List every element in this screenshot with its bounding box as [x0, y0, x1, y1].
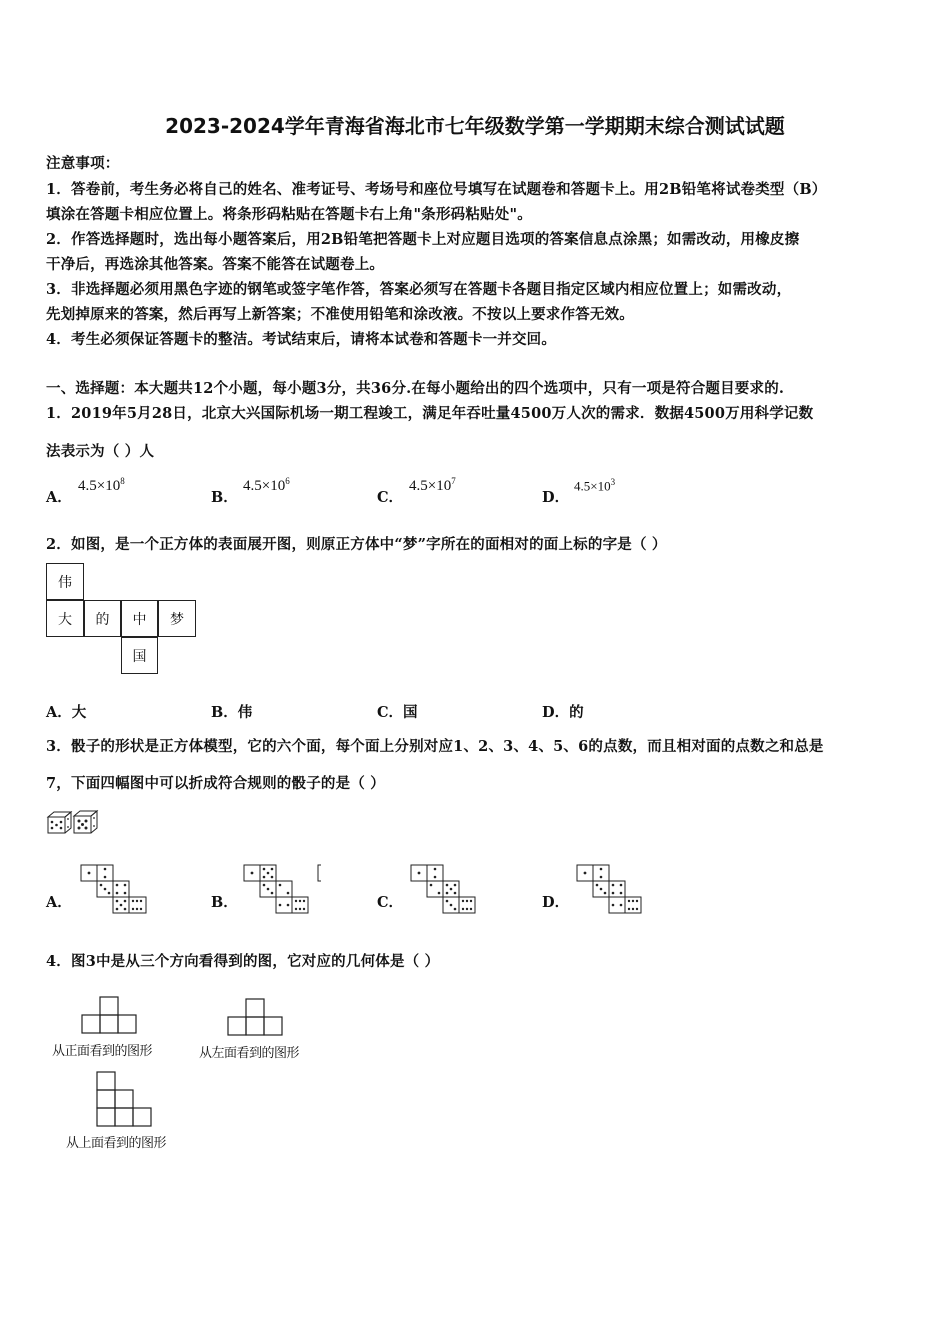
q1-option-a-value: $4.5\times 10^8$ — [78, 476, 125, 494]
q3-option-b-label: B． — [211, 894, 238, 911]
dice-net-a — [80, 864, 150, 916]
q3-text-cont: 7，下面四幅图中可以折成符合规则的骰子的是（ ） — [46, 775, 385, 792]
q2-option-c: C．国 — [377, 704, 418, 721]
q3-option-d-label: D． — [542, 894, 570, 911]
q3-option-c-label: C． — [377, 894, 404, 911]
left-view-caption: 从左面看到的图形 — [199, 1046, 300, 1061]
q1-text-cont: 法表示为（ ）人 — [46, 443, 155, 460]
net-face-guo: 国 — [121, 637, 158, 674]
q2-option-b: B．伟 — [211, 704, 253, 721]
net-face-de: 的 — [84, 600, 121, 637]
page-title: 2023-2024学年青海省海北市七年级数学第一学期期末综合测试试题 — [165, 114, 785, 138]
q3-option-a-label: A． — [46, 894, 72, 911]
q2-option-d: D．的 — [542, 704, 584, 721]
left-view-figure — [226, 997, 288, 1037]
q1-option-c-label: C． — [377, 489, 404, 506]
q2-option-a: A．大 — [46, 704, 87, 721]
net-face-meng: 梦 — [158, 600, 196, 637]
dice-net-d — [576, 864, 646, 916]
notice-line: 先划掉原来的答案，然后再写上新答案；不准使用铅笔和涂改液。不按以上要求作答无效。 — [46, 306, 634, 323]
top-view-caption: 从上面看到的图形 — [66, 1136, 167, 1151]
notice-line: 1．答卷前，考生务必将自己的姓名、准考证号、考场号和座位号填写在试题卷和答题卡上。用2B铅笔将试卷类型（B） — [46, 181, 827, 198]
notice-line: 2．作答选择题时，选出每小题答案后，用2B铅笔把答题卡上对应题目选项的答案信息点涂黑；如需改动，用橡皮擦 — [46, 231, 800, 248]
q3-text: 3．骰子的形状是正方体模型，它的六个面，每个面上分别对应1、2、3、4、5、6的点数，而且相对面的点数之和总是 — [46, 738, 824, 755]
top-view-figure — [95, 1070, 155, 1130]
front-view-figure — [80, 995, 142, 1035]
q1-option-b-label: B． — [211, 489, 238, 506]
q1-option-d-label: D． — [542, 489, 570, 506]
notice-heading: 注意事项： — [46, 155, 120, 172]
dice-illustration — [46, 808, 100, 836]
q1-text: 1．2019年5月28日，北京大兴国际机场一期工程竣工，满足年吞吐量4500万人次的需求．数据4500万用科学记数 — [46, 405, 814, 422]
q1-option-b-value: $4.5\times 10^6$ — [243, 476, 290, 494]
section-heading: 一、选择题：本大题共12个小题，每小题3分，共36分.在每小题给出的四个选项中，只有一项是符合题目要求的. — [46, 380, 785, 397]
front-view-caption: 从正面看到的图形 — [52, 1044, 153, 1059]
notice-line: 3．非选择题必须用黑色字迹的钢笔或签字笔作答，答案必须写在答题卡各题目指定区域内相应位置上；如需改动， — [46, 281, 792, 298]
dice-net-c — [410, 864, 480, 916]
q4-text: 4．图3中是从三个方向看得到的图，它对应的几何体是（ ） — [46, 953, 440, 970]
q2-text: 2．如图，是一个正方体的表面展开图，则原正方体中“梦”字所在的面相对的面上标的字是（ ） — [46, 536, 667, 553]
notice-line: 4．考生必须保证答题卡的整洁。考试结束后，请将本试卷和答题卡一并交回。 — [46, 331, 557, 348]
q1-option-d-value: $4.5\times 10^3$ — [574, 477, 616, 494]
notice-line: 干净后，再选涂其他答案。答案不能答在试题卷上。 — [46, 256, 385, 273]
q1-option-a-label: A． — [46, 489, 72, 506]
net-face-zhong: 中 — [121, 600, 158, 637]
net-face-da: 大 — [46, 600, 84, 637]
net-face-wei: 伟 — [46, 563, 84, 600]
notice-line: 填涂在答题卡相应位置上。将条形码粘贴在答题卡右上角"条形码粘贴处"。 — [46, 206, 532, 223]
q1-option-c-value: $4.5\times 10^7$ — [409, 476, 456, 494]
dice-net-b — [243, 864, 325, 916]
